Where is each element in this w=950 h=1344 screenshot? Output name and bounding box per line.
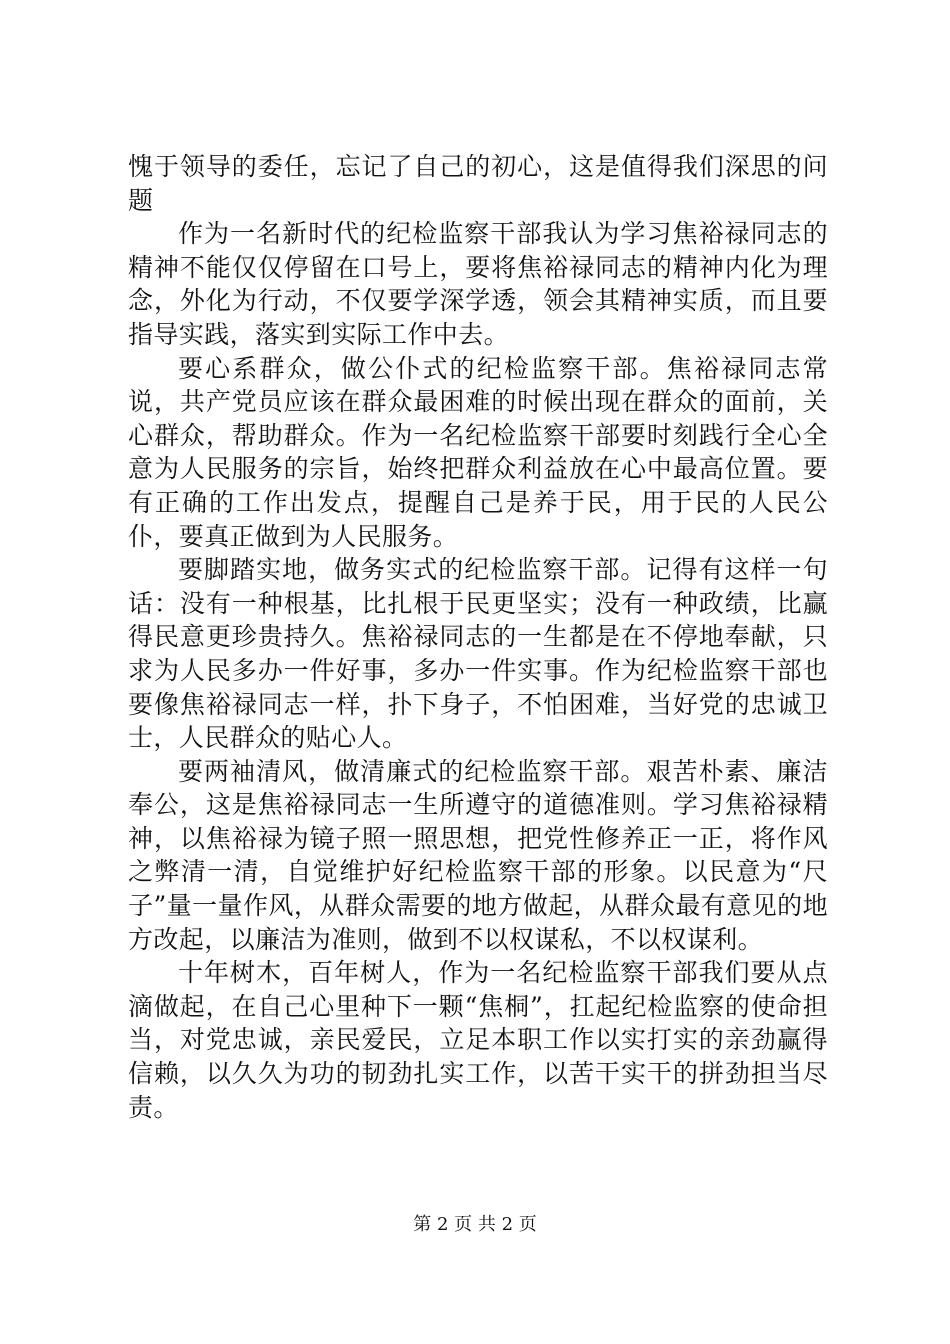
page-number-footer: 第 2 页 共 2 页: [413, 1214, 537, 1235]
paragraph: 作为一名新时代的纪检监察干部我认为学习焦裕禄同志的精神不能仅仅停留在口号上，要将焦裕禄同志的精神内化为理念，外化为行动，不仅要学深学透，领会其精神实质，而且要指导实践，落实到实际工作中去。: [128, 219, 828, 349]
paragraph: 十年树木，百年树人，作为一名纪检监察干部我们要从点滴做起，在自己心里种下一颗“焦桐”，扛起纪检监察的使命担当，对党忠诚，亲民爱民，立足本职工作以实打实的亲劲赢得信赖，以久久为功的韧劲扎实工作，以苦干实干的拼劲担当尽责。: [128, 958, 828, 1122]
document-body: [128, 150, 828, 1124]
paragraph: 愧于领导的委任，忘记了自己的初心，这是值得我们深思的问题: [128, 152, 828, 215]
paragraph: 要脚踏实地，做务实式的纪检监察干部。记得有这样一句话：没有一种根基，比扎根于民更坚实；没有一种政绩，比赢得民意更珍贵持久。焦裕禄同志的一生都是在不停地奉献，只求为人民多办一件好事，多办一件实事。作为纪检监察干部也要像焦裕禄同志一样，扑下身子，不怕困难，当好党的忠诚卫士，人民群众的贴心人。: [128, 555, 828, 753]
paragraph: 要两袖清风，做清廉式的纪检监察干部。艰苦朴素、廉洁奉公，这是焦裕禄同志一生所遵守的道德准则。学习焦裕禄精神，以焦裕禄为镜子照一照思想，把党性修养正一正，将作风之弊清一清，自觉维护好纪检监察干部的形象。以民意为“尺子”量一量作风，从群众需要的地方做起，从群众最有意见的地方改起，以廉洁为准则，做到不以权谋私，不以权谋利。: [128, 756, 828, 954]
paragraph: 要心系群众，做公仆式的纪检监察干部。焦裕禄同志常说，共产党员应该在群众最困难的时候出现在群众的面前，关心群众，帮助群众。作为一名纪检监察干部要时刻践行全心全意为人民服务的宗旨，始终把群众利益放在心中最高位置。要有正确的工作出发点，提醒自己是养于民，用于民的人民公仆，要真正做到为人民服务。: [128, 353, 828, 551]
